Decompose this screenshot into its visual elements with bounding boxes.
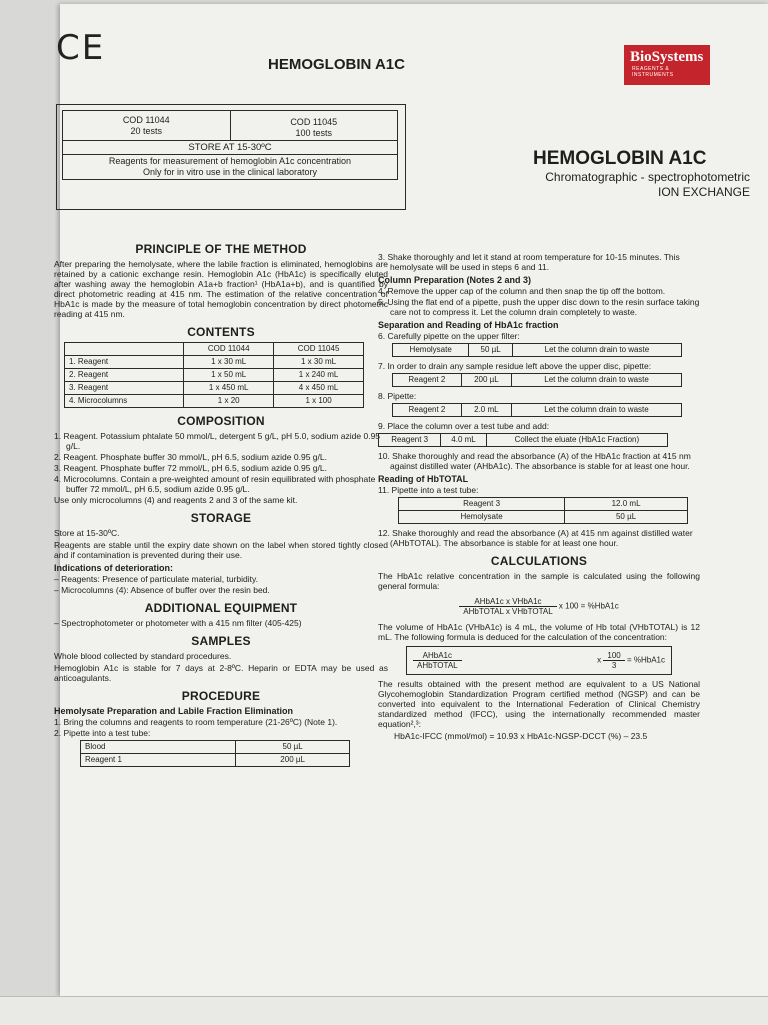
- contents-row-b: 1 x 240 mL: [274, 369, 364, 382]
- composition-item: 2. Reagent. Phosphate buffer 30 mmol/L, pH 6.5, sodium azide 0.95 g/L.: [54, 452, 327, 462]
- general-formula: [378, 597, 700, 616]
- cod-11044-cell: [63, 111, 231, 141]
- step11-value: 50 µL: [565, 511, 688, 524]
- step8-action: Let the column drain to waste: [511, 404, 681, 417]
- reagent-note-cell: [63, 155, 398, 180]
- cod-11045-cell: [230, 111, 398, 141]
- contents-row-name: 1. Reagent: [65, 356, 184, 369]
- volume-text: The volume of HbA1c (VHbA1c) is 4 mL, the volume of Hb total (VHbTOTAL) is 12 mL. The following formula is deduced for the calculation of the concentration:: [378, 622, 700, 642]
- total-heading: Reading of HbTOTAL: [378, 474, 469, 484]
- contents-table: [64, 342, 364, 408]
- contents-row-b: 1 x 100: [274, 395, 364, 408]
- concentration-rhs: = %HbA1c: [626, 655, 665, 665]
- formula-numerator: AHbA1c x VHbA1c: [459, 597, 556, 607]
- procedure-step-7: 7. In order to drain any sample residue left above the upper disc, pipette:: [378, 361, 652, 371]
- step8-table: [392, 403, 682, 417]
- pipette-name: Reagent 1: [81, 754, 236, 767]
- contents-row-name: 3. Reagent: [65, 382, 184, 395]
- procedure-step-1: 1. Bring the columns and reagents to room temperature (21-26ºC) (Note 1).: [54, 717, 338, 727]
- samples-heading: SAMPLES: [191, 634, 251, 648]
- cod2-label: COD 11045: [290, 117, 338, 127]
- cod1-label: COD 11044: [122, 114, 170, 125]
- separation-heading: Separation and Reading of HbA1c fraction: [378, 320, 559, 330]
- contents-row-a: 1 x 50 mL: [184, 369, 274, 382]
- step9-name: Reagent 3: [379, 434, 441, 447]
- concentration-fraction: [413, 651, 462, 670]
- step9-value: 4.0 mL: [441, 434, 486, 447]
- step6-value: 50 µL: [469, 344, 512, 357]
- multiplier-fraction: [603, 651, 624, 670]
- deterioration-item: – Reagents: Presence of particulate material, turbidity.: [54, 574, 258, 584]
- reagent-note-2: Only for in vitro use in the clinical laboratory: [142, 167, 318, 177]
- cod1-tests: 20 tests: [130, 125, 163, 136]
- deterioration-heading: Indications of deterioration:: [54, 563, 174, 573]
- contents-row-b: 1 x 30 mL: [274, 356, 364, 369]
- principle-text: After preparing the hemolysate, where the labile fraction is eliminated, hemoglobins are retained by a cationic exchange resin. Hemoglobin A1c (HbA1c) is specifically eluted after washing away the hemoglobin A1a+b fraction¹ (HbA1a+b), and is quantified by direct photometric reading at 415 nm. The estimation of the relative concentration of HbA1c is made by the measure of total hemoglobin concentration by direct photometric reading at 415 nm.: [54, 259, 388, 319]
- procedure-heading: PROCEDURE: [181, 689, 261, 703]
- logo-tagline: REAGENTS & INSTRUMENTS: [632, 66, 674, 78]
- step8-value: 2.0 mL: [461, 404, 511, 417]
- formula-rhs: x 100 = %HbA1c: [558, 601, 619, 611]
- step9-action: Collect the eluate (HbA1c Fraction): [486, 434, 667, 447]
- concentration-denominator: AHbTOTAL: [417, 661, 458, 670]
- contents-heading: CONTENTS: [187, 325, 255, 339]
- composition-heading: COMPOSITION: [177, 414, 265, 428]
- samples-line-1: Whole blood collected by standard procedures.: [54, 651, 232, 661]
- composition-item: 4. Microcolumns. Contain a pre-weighted amount of resin equilibrated with phosphate buffer 72 mmol/L, pH 6.5, sodium azide 0.95 g/L.: [54, 474, 376, 494]
- blood-pipette-table: [80, 740, 350, 767]
- column-prep-heading: Column Preparation (Notes 2 and 3): [378, 275, 532, 285]
- contents-row-a: 1 x 20: [184, 395, 274, 408]
- composition-item: 3. Reagent. Phosphate buffer 72 mmol/L, pH 6.5, sodium azide 0.95 g/L.: [54, 463, 327, 473]
- left-column: [54, 236, 388, 771]
- procedure-step-5: 5. Using the flat end of a pipette, push the upper disc down to the resin surface taking care not to compress it. Let the column drain completely to waste.: [378, 297, 700, 317]
- step9-table: [378, 433, 668, 447]
- ngsp-text: The results obtained with the present method are equivalent to a US National Glycohemoglobin Standardization Program certified method (NGSP) and can be converted into equivalent to the International Federation of Clinical Chemistry standardized method (IFCC), using the internationally recommended master equation²,³:: [378, 679, 700, 729]
- multiply-sign: x: [597, 655, 602, 665]
- composition-note: Use only microcolumns (4) and reagents 2 and 3 of the same kit.: [54, 495, 298, 505]
- procedure-step-10: 10. Shake thoroughly and read the absorbance (A) of the HbA1c fraction at 415 nm against distilled water (AHbA1c). The absorbance is stable for at least one hour.: [378, 451, 691, 471]
- procedure-step-4: 4. Remove the upper cap of the column and then snap the tip off the bottom.: [378, 286, 666, 296]
- step6-action: Let the column drain to waste: [512, 344, 681, 357]
- subtitle-line-2: ION EXCHANGE: [657, 185, 750, 199]
- procedure-step-8: 8. Pipette:: [378, 391, 417, 401]
- ce-mark: CE: [56, 28, 106, 68]
- step7-action: Let the column drain to waste: [512, 374, 682, 387]
- procedure-step-11: 11. Pipette into a test tube:: [378, 485, 479, 495]
- right-column: [378, 252, 700, 743]
- procedure-step-6: 6. Carefully pipette on the upper filter:: [378, 331, 520, 341]
- formula-denominator: AHbTOTAL x VHbTOTAL: [463, 607, 553, 616]
- pipette-value: 200 µL: [236, 754, 350, 767]
- contents-col1: COD 11044: [184, 343, 274, 356]
- procedure-step-2: 2. Pipette into a test tube:: [54, 728, 151, 738]
- step11-name: Reagent 3: [399, 498, 565, 511]
- procedure-step-3: 3. Shake thoroughly and let it stand at room temperature for 10-15 minutes. This hemolysate will be used in steps 6 and 11.: [378, 252, 680, 272]
- reagent-note-1: Reagents for measurement of hemoglobin A1c concentration: [108, 156, 352, 166]
- pipette-value: 50 µL: [236, 741, 350, 754]
- contents-row-a: 1 x 30 mL: [184, 356, 274, 369]
- concentration-multiplier: [597, 651, 665, 670]
- store-cell: STORE AT 15-30ºC: [63, 141, 398, 155]
- contents-row-name: 4. Microcolumns: [65, 395, 184, 408]
- master-equation: HbA1c-IFCC (mmol/mol) = 10.93 x HbA1c-NGSP-DCCT (%) – 23.5: [394, 731, 648, 741]
- procedure-step-9: 9. Place the column over a test tube and add:: [378, 421, 550, 431]
- contents-col2: COD 11045: [274, 343, 364, 356]
- storage-line-2: Reagents are stable until the expiry date shown on the label when stored tightly closed and if contamination is prevented during their use.: [54, 540, 388, 560]
- next-page-edge: [0, 996, 768, 1025]
- concentration-formula: [406, 646, 672, 675]
- composition-item: 1. Reagent. Potassium phtalate 50 mmol/L, detergent 5 g/L, pH 5.0, sodium azide 0.95 g/L.: [54, 431, 381, 451]
- concentration-numerator: AHbA1c: [413, 651, 462, 661]
- step7-name: Reagent 2: [393, 374, 462, 387]
- step8-name: Reagent 2: [393, 404, 462, 417]
- deterioration-item: – Microcolumns (4): Absence of buffer over the resin bed.: [54, 585, 270, 595]
- step7-value: 200 µL: [461, 374, 511, 387]
- step6-name: Hemolysate: [393, 344, 469, 357]
- contents-row-a: 1 x 450 mL: [184, 382, 274, 395]
- product-title: HEMOGLOBIN A1C: [533, 148, 707, 169]
- step11-name: Hemolysate: [399, 511, 565, 524]
- formula-fraction: [459, 597, 556, 616]
- procedure-step-12: 12. Shake thoroughly and read the absorbance (A) at 415 nm against distilled water (AHbTOTAL). The absorbance is stable for at least one hour.: [378, 528, 693, 548]
- storage-line-1: Store at 15-30ºC.: [54, 528, 120, 538]
- contents-row-name: 2. Reagent: [65, 369, 184, 382]
- hemolysate-subheading: Hemolysate Preparation and Labile Fraction Elimination: [54, 706, 294, 716]
- samples-line-2: Hemoglobin A1c is stable for 7 days at 2-8ºC. Heparin or EDTA may be used as anticoagulants.: [54, 663, 388, 683]
- step6-table: [392, 343, 682, 357]
- product-subtitle: [490, 170, 750, 200]
- calculations-heading: CALCULATIONS: [490, 554, 588, 568]
- cod2-tests: 100 tests: [295, 128, 333, 138]
- equipment-heading: ADDITIONAL EQUIPMENT: [144, 601, 298, 615]
- step11-value: 12.0 mL: [565, 498, 688, 511]
- contents-row-b: 4 x 450 mL: [274, 382, 364, 395]
- logo-brand: BioSystems: [630, 49, 704, 65]
- step11-table: [398, 497, 688, 524]
- pipette-name: Blood: [81, 741, 236, 754]
- equipment-item: – Spectrophotometer or photometer with a 415 nm filter (405-425): [54, 618, 302, 628]
- multiplier-denominator: 3: [611, 661, 617, 670]
- header-title: HEMOGLOBIN A1C: [268, 56, 405, 73]
- biosystems-logo: [624, 45, 710, 85]
- multiplier-numerator: 100: [603, 651, 624, 661]
- calculations-intro: The HbA1c relative concentration in the sample is calculated using the following general formula:: [378, 571, 700, 591]
- step7-table: [392, 373, 682, 387]
- storage-heading: STORAGE: [190, 511, 252, 525]
- cod-table: [62, 110, 398, 180]
- subtitle-line-1: Chromatographic - spectrophotometric: [545, 170, 750, 184]
- principle-heading: PRINCIPLE OF THE METHOD: [135, 242, 307, 256]
- contents-header-blank: [65, 343, 184, 356]
